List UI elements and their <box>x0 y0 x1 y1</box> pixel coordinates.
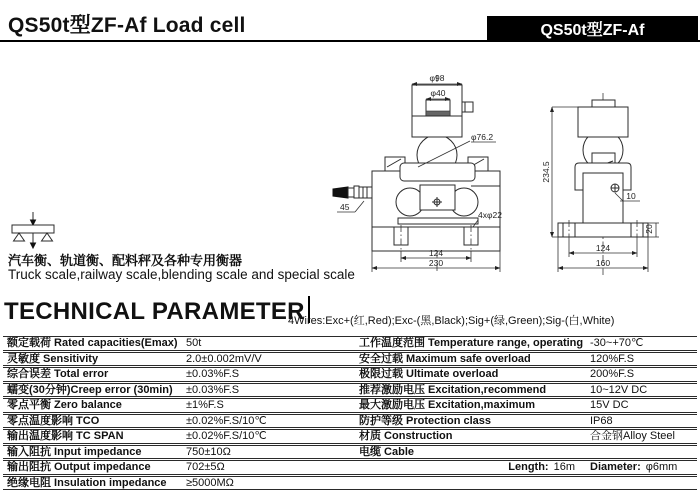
dim-side-bolt-span: 124 <box>595 243 611 253</box>
dim-front-bolt-span: 124 <box>428 248 444 258</box>
param-value: 120%F.S <box>590 352 635 365</box>
side-view-drawing <box>541 93 659 275</box>
section-heading <box>4 296 310 326</box>
table-row <box>3 476 697 491</box>
dim-mount-holes: 4xφ22 <box>478 210 502 220</box>
beam-load-icon <box>10 211 58 253</box>
table-row <box>3 383 697 398</box>
cable-diameter-value: φ6mm <box>645 461 678 474</box>
section-heading-text: TECHNICAL PARAMETER <box>4 298 305 325</box>
model-badge: QS50t型ZF-Af <box>487 16 698 40</box>
application-text-zh: 汽车衡、轨道衡、配料秤及各种专用衡器 <box>8 253 243 268</box>
param-value: -30~+70℃ <box>590 337 644 350</box>
table-row-cable-detail <box>3 460 697 475</box>
table-row <box>3 336 697 351</box>
front-view-drawing <box>333 73 502 273</box>
param-label: 蠕变(30分钟)Creep error (30min) <box>7 383 173 396</box>
param-label: 极限过载 Ultimate overload <box>359 368 499 381</box>
dim-ball-diameter: φ76.2 <box>471 132 494 142</box>
param-value: ≥5000MΩ <box>186 476 234 489</box>
param-label: 输入阻抗 Input impedance <box>7 445 142 458</box>
param-label: 零点温度影响 TCO <box>7 414 100 427</box>
cable-diameter-label: Diameter: <box>590 461 641 474</box>
param-value: 10~12V DC <box>590 383 648 396</box>
technical-drawings <box>330 55 700 297</box>
param-value: ±0.03%F.S <box>186 383 240 396</box>
wiring-note: 4Wires:Exc+(红,Red);Exc-(黑,Black);Sig+(绿,Green);Sig-(白,White) <box>288 315 615 327</box>
cable-length-label: Length: <box>508 461 549 474</box>
application-text-en: Truck scale,railway scale,blending scale and special scale <box>8 267 355 282</box>
parameter-table <box>3 336 697 491</box>
param-value: ±1%F.S <box>186 399 224 412</box>
cable-length <box>355 461 587 473</box>
param-value: ±0.03%F.S <box>186 368 240 381</box>
table-row <box>3 398 697 413</box>
param-label: 安全过载 Maximum safe overload <box>359 352 531 365</box>
param-value: ±0.02%F.S/10℃ <box>186 430 267 443</box>
param-value: 200%F.S <box>590 368 635 381</box>
param-value: IP68 <box>590 414 613 427</box>
param-label: 电缆 Cable <box>359 445 415 458</box>
param-label: 防护等级 Protection class <box>359 414 492 427</box>
table-row <box>3 429 697 444</box>
dim-piston-diameter: φ40 <box>430 88 446 98</box>
param-value: 702±5Ω <box>186 461 225 474</box>
dim-front-base-width: 230 <box>428 258 444 268</box>
table-row <box>3 367 697 382</box>
header-rule <box>0 40 700 42</box>
param-label: 输出温度影响 TC SPAN <box>7 430 124 443</box>
table-row <box>3 445 697 460</box>
dim-cable-angle: 45 <box>340 202 350 212</box>
dim-flange-thickness: 20 <box>644 224 654 234</box>
param-label: 绝缘电阻 Insulation impedance <box>7 476 167 489</box>
table-row <box>3 352 697 367</box>
dim-screw-offset: 10 <box>626 191 636 201</box>
param-value: 2.0±0.002mV/V <box>186 352 262 365</box>
param-value: 50t <box>186 337 202 350</box>
dim-side-base-width: 160 <box>595 258 611 268</box>
param-label: 工作温度范围 Temperature range, operating <box>359 337 584 350</box>
param-label: 额定载荷 Rated capacities(Emax) <box>7 337 178 350</box>
param-value: 合金钢Alloy Steel <box>590 430 675 443</box>
table-row <box>3 414 697 429</box>
dim-total-height: 234.5 <box>541 161 551 183</box>
param-label: 灵敏度 Sensitivity <box>7 352 99 365</box>
param-value: 15V DC <box>590 399 629 412</box>
param-label: 材质 Construction <box>359 430 453 443</box>
param-label: 输出阻抗 Output impedance <box>7 461 151 474</box>
param-value: 750±10Ω <box>186 445 231 458</box>
param-label: 最大激励电压 Excitation,maximum <box>359 399 536 412</box>
param-label: 综合误差 Total error <box>7 368 109 381</box>
param-value: ±0.02%F.S/10℃ <box>186 414 267 427</box>
cable-diameter <box>587 461 697 473</box>
page-title: QS50t型ZF-Af Load cell <box>8 14 246 37</box>
param-label: 推荐激励电压 Excitation,recommend <box>359 383 547 396</box>
dim-top-diameter: φ98 <box>429 73 445 83</box>
cable-length-value: 16m <box>553 461 575 474</box>
param-label: 零点平衡 Zero balance <box>7 399 122 412</box>
